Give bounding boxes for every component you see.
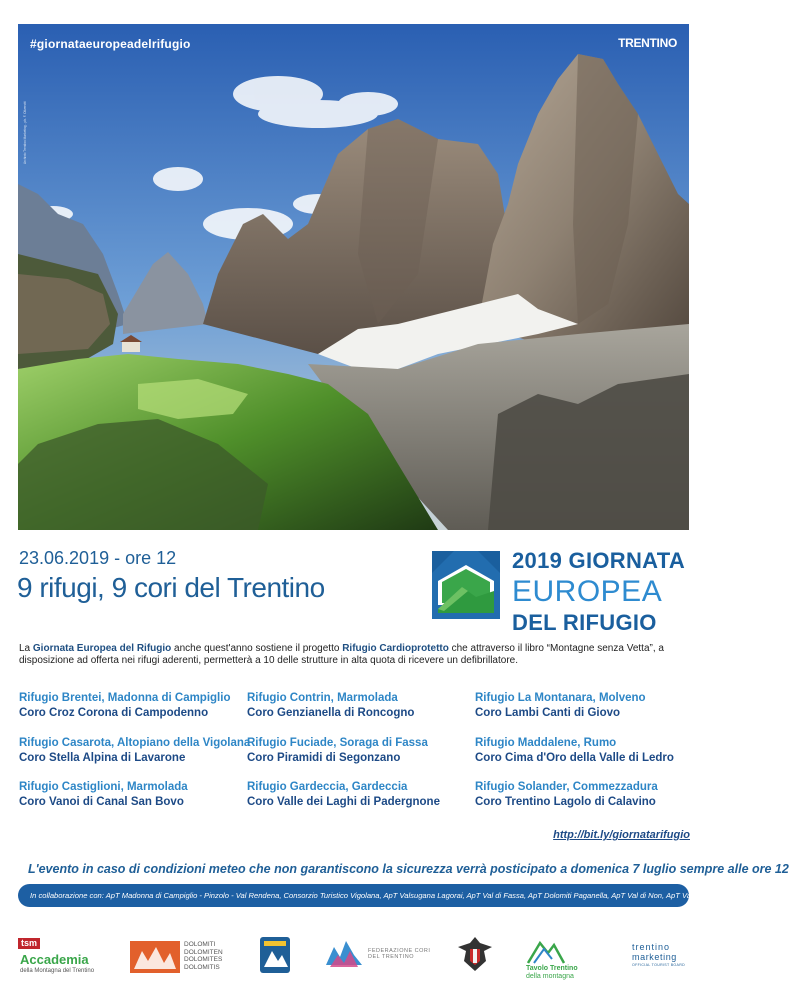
- event-title: 9 rifugi, 9 cori del Trentino: [17, 572, 325, 603]
- event-date-time: 23.06.2019 - ore 12: [19, 548, 177, 568]
- choir-name: Coro Valle dei Laghi di Padergnone: [247, 796, 440, 808]
- refuge-item: [19, 736, 249, 766]
- dolomiti-name: DOLOMITIS: [184, 963, 220, 971]
- refuge-name: Rifugio Gardeccia, Gardeccia: [247, 781, 408, 793]
- mountain-landscape: [18, 24, 689, 530]
- refuge-name: Rifugio Maddalene, Rumo: [475, 737, 617, 749]
- dolomiti-orange-mark: [130, 941, 180, 973]
- refuge-item: [19, 691, 249, 721]
- tsm-mark: tsm: [18, 938, 40, 949]
- refuge-name: Rifugio Fuciade, Soraga di Fassa: [247, 737, 428, 749]
- tm-line3: OFFICIAL TOURIST BOARD: [632, 963, 685, 967]
- choir-name: Coro Vanoi di Canal San Bovo: [19, 796, 184, 808]
- dolomiti-name: DOLOMITI: [184, 941, 216, 948]
- intro-bold-project: Rifugio Cardioprotetto: [342, 643, 449, 654]
- crest-logo: [454, 935, 496, 979]
- tavolo-line2: della montagna: [526, 973, 574, 980]
- rifugi-badge-icon: [258, 935, 292, 975]
- associazione-rifugi-logo: [258, 935, 292, 979]
- choir-name: Coro Genzianella di Roncogno: [247, 707, 415, 719]
- tavolo-montagna-logo: [526, 935, 618, 979]
- info-link[interactable]: http://bit.ly/giornatarifugio: [553, 829, 690, 841]
- refuge-item: [475, 736, 705, 766]
- eagle-crest-icon: [454, 935, 496, 975]
- refuge-item: [475, 691, 705, 721]
- choir-name: Coro Trentino Lagolo di Calavino: [475, 796, 656, 808]
- choir-name: Coro Croz Corona di Campodenno: [19, 707, 209, 719]
- photo-credit: Archivio Trentino Marketing - ph. F. Oliverotti: [23, 101, 27, 164]
- trentino-marketing-logo: [632, 935, 692, 979]
- refuge-name: Rifugio Castiglioni, Marmolada: [19, 781, 188, 793]
- intro-paragraph: [19, 643, 689, 667]
- tm-line2: marketing: [632, 952, 677, 962]
- federazione-text: FEDERAZIONE CORI DEL TRENTINO: [368, 948, 431, 960]
- refuge-name: Rifugio La Montanara, Molveno: [475, 692, 646, 704]
- accademia-name: Accademia: [20, 952, 89, 967]
- logo-line-rifugio: DEL RIFUGIO: [512, 610, 657, 635]
- choir-name: Coro Stella Alpina di Lavarone: [19, 752, 186, 764]
- dolomiti-name: DOLOMITEN: [184, 948, 223, 956]
- intro-text: La: [19, 643, 33, 654]
- refuge-name: Rifugio Solander, Commezzadura: [475, 781, 658, 793]
- refuge-name: Rifugio Contrin, Marmolada: [247, 692, 398, 704]
- dolomiti-unesco-logo: [130, 935, 222, 979]
- federazione-cori-logo: [324, 935, 434, 979]
- accademia-sub: della Montagna del Trentino: [20, 968, 95, 974]
- mountain-line-icon: [526, 935, 566, 965]
- refuge-item: [475, 780, 705, 810]
- intro-text: che attraverso il libro “Montagne senza Vetta”, a disposizione ad offerta nei rifugi aderenti, permetterà a 10 delle strutture in alta quota di ricevere un defibrillatore.: [19, 643, 664, 666]
- collaboration-bar: In collaborazione con: ApT Madonna di Campiglio - Pinzolo - Val Rendena, Consorzio Turistico Vigolana, ApT Valsugana Lagorai, ApT Val di Fassa, ApT Dolomiti Paganella, ApT Val di Non, ApT Val di Sole: [18, 884, 689, 907]
- trentino-brand-logo: TRENTINO: [618, 36, 677, 50]
- house-mountain-icon: [432, 551, 500, 619]
- partner-logos: [0, 935, 707, 985]
- refuge-item: [247, 736, 477, 766]
- logo-line-europea: EUROPEA: [512, 575, 663, 608]
- mountains-icon: [130, 941, 180, 973]
- tavolo-line1: Tavolo Trentino: [526, 965, 578, 972]
- intro-text: anche quest'anno sostiene il progetto: [171, 643, 343, 654]
- dolomiti-names: [184, 941, 223, 971]
- refuge-name: Rifugio Casarota, Altopiano della Vigolana: [19, 737, 251, 749]
- logo-line-year: 2019 GIORNATA: [512, 548, 686, 573]
- intro-bold-event: Giornata Europea del Rifugio: [32, 643, 172, 654]
- refuge-name: Rifugio Brentei, Madonna di Campiglio: [19, 692, 231, 704]
- refuge-item: [247, 691, 477, 721]
- hashtag: #giornataeuropeadelrifugio: [30, 37, 191, 51]
- dolomiti-name: DOLOMITES: [184, 956, 223, 963]
- choir-name: Coro Piramidi di Segonzano: [247, 752, 401, 764]
- choir-name: Coro Lambi Canti di Giovo: [475, 707, 621, 719]
- refuge-item: [247, 780, 477, 810]
- tm-line1: trentino: [632, 942, 671, 952]
- choir-name: Coro Cima d'Oro della Valle di Ledro: [475, 752, 674, 764]
- refuge-item: [19, 780, 249, 810]
- hero-photo: [18, 24, 689, 530]
- weather-notice: L'evento in caso di condizioni meteo che non garantiscono la sicurezza verrà posticipato a domenica 7 luglio sempre alle ore 12: [28, 862, 789, 876]
- accademia-montagna-logo: [18, 935, 100, 979]
- choir-crest-icon: [324, 935, 364, 971]
- giornata-rifugio-logo: [432, 548, 692, 635]
